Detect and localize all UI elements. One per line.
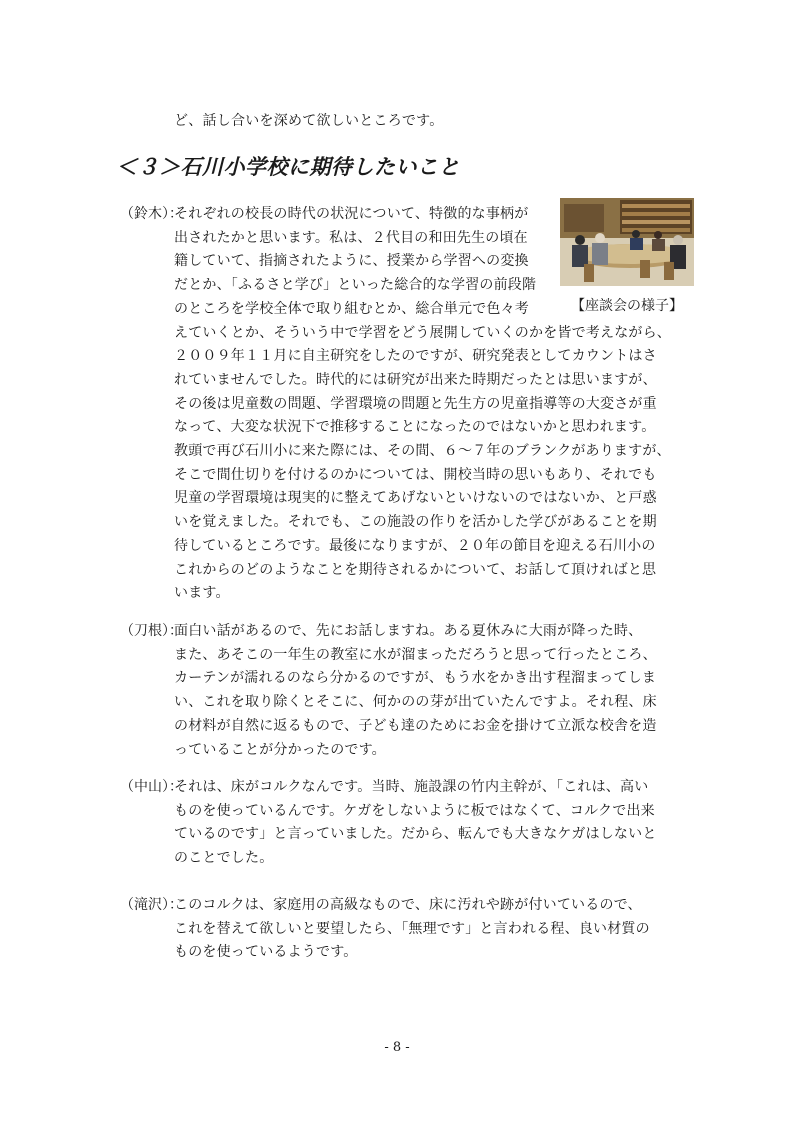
text-line: えていくとか、そういう中で学習をどう展開していくのかを皆で考えながら、 — [174, 324, 671, 341]
text-line: なって、大変な状況下で推移することになったのではないかと思われます。 — [174, 419, 656, 436]
text-line: 児童の学習環境は現実的に整えてあげないといけないのではないか、と戸惑 — [174, 490, 657, 507]
section-heading: ＜３＞石川小学校に期待したいこと — [116, 155, 460, 179]
remark-text — [174, 776, 657, 871]
text-line: のところを学校全体で取り組むとか、総合単元で色々考 — [174, 300, 529, 317]
text-line: カーテンが濡れるのなら分かるのですが、もう水をかき出す程溜まってしま — [174, 670, 657, 687]
text-line: また、あそこの一年生の教室に水が溜まっただろうと思って行ったところ、 — [174, 646, 657, 663]
remark-text — [174, 203, 671, 606]
text-line: いを覚えました。それでも、この施設の作りを活かした学びがあることを期 — [174, 514, 657, 531]
speaker-label: （刀根）： — [120, 623, 183, 639]
text-line: ているのです」と言っていました。だから、転んでも大きなケガはしないと — [174, 826, 657, 843]
text-line: のことでした。 — [174, 850, 274, 867]
text-line: それぞれの校長の時代の状況について、特徴的な事柄が — [174, 206, 529, 222]
text-line: そこで間仕切りを付けるのかについては、開校当時の思いもあり、それでも — [174, 466, 657, 483]
text-line: ものを使っているんです。ケガをしないように板ではなくて、コルクで出来 — [174, 802, 655, 819]
intro-line: ど、話し合いを深めて欲しいところです。 — [174, 113, 444, 129]
text-line: だとか、「ふるさと学び」といった総合的な学習の前段階 — [174, 277, 537, 294]
text-line: い、これを取り除くとそこに、何かのの芽が出ていたんですよ。それ程、床 — [174, 694, 657, 711]
text-line: その後は児童数の問題、学習環境の問題と先生方の児童指導等の大変さが重 — [174, 395, 657, 412]
text-line: ２００９年１１月に自主研究をしたのですが、研究発表としてカウントはさ — [174, 348, 657, 365]
text-line: ものを使っているようです。 — [174, 944, 358, 961]
text-line: れていませんでした。時代的には研究が出来た時期だったとは思いますが、 — [174, 371, 657, 388]
page-number: - 8 - — [384, 1040, 410, 1055]
text-line: います。 — [174, 585, 230, 602]
text-line: 籍していて、指摘されたように、授業から学習への変換 — [174, 253, 529, 270]
text-line: っていることが分かったのです。 — [174, 741, 386, 758]
remark-text — [174, 894, 650, 965]
text-line: 面白い話があるので、先にお話しますね。ある夏休みに大雨が降った時、 — [174, 623, 643, 639]
text-line: 待しているところです。最後になりますが、２０年の節目を迎える石川小の — [174, 537, 656, 554]
text-line: それは、床がコルクなんです。当時、施設課の竹内主幹が、「これは、高い — [174, 779, 649, 795]
text-line: これを替えて欲しいと要望したら、「無理です」と言われる程、良い材質の — [174, 920, 650, 937]
speaker-label: （滝沢）： — [120, 897, 183, 913]
text-line: の材料が自然に返るもので、子ども達のためにお金を掛けて立派な校舎を造 — [174, 717, 657, 734]
text-line: このコルクは、家庭用の高級なもので、床に汚れや跡が付いているので、 — [174, 897, 642, 913]
text-line: 教頭で再び石川小に来た際には、その間、６～７年のブランクがありますが、 — [174, 443, 671, 460]
photo-caption: 【座談会の様子】 — [571, 298, 683, 314]
remark-text — [174, 620, 657, 762]
text-line: これからのどのようなことを期待されるかについて、お話して頂ければと思 — [174, 561, 657, 578]
text-line: 出されたかと思います。私は、２代目の和田先生の頃在 — [174, 229, 528, 246]
speaker-label: （鈴木）： — [120, 206, 183, 222]
speaker-label: （中山）： — [120, 779, 183, 795]
